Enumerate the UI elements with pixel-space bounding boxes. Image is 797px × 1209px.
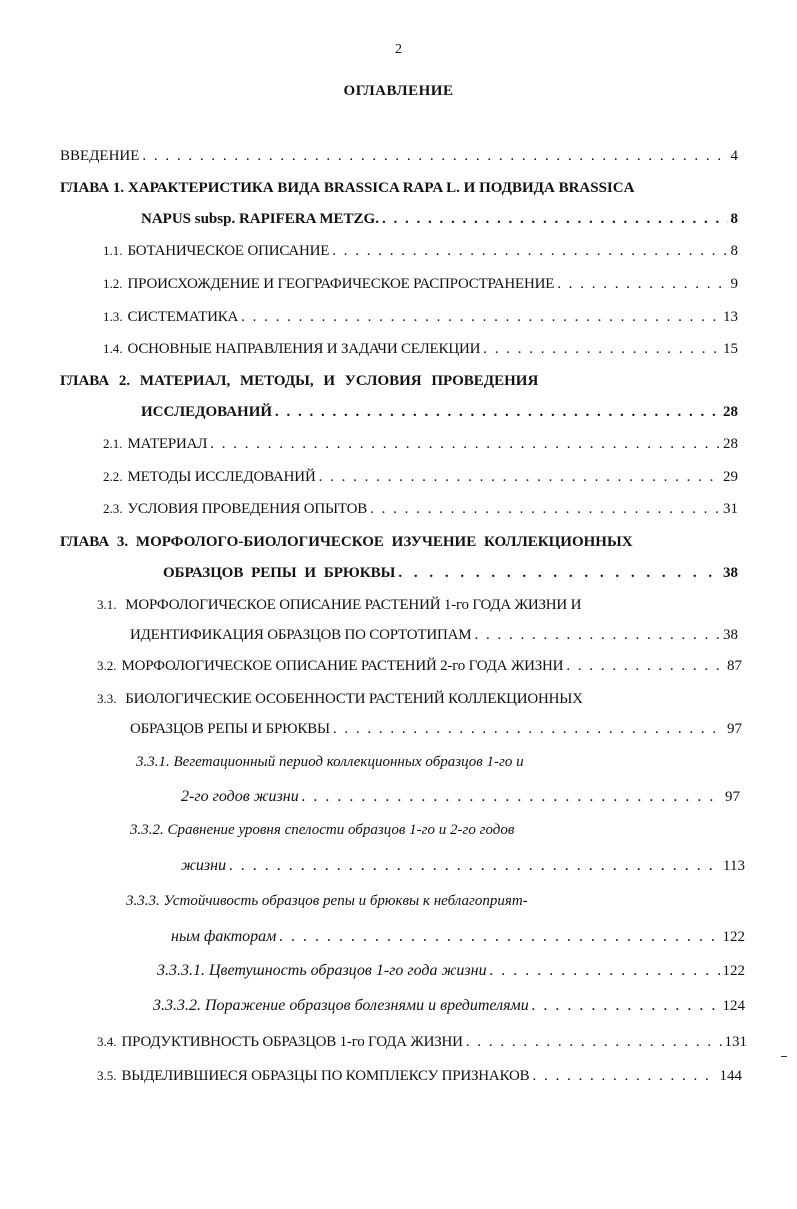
toc-section-1-1[interactable]	[103, 243, 738, 267]
dot-leader	[474, 627, 720, 644]
toc-chapter-1[interactable]	[141, 211, 738, 235]
entry-text: ОСНОВНЫЕ НАПРАВЛЕНИЯ И ЗАДАЧИ СЕЛЕКЦИИ	[127, 341, 481, 357]
margin-mark	[781, 1056, 787, 1057]
toc-chapter-3-line1[interactable]: ГЛАВА 3. МОРФОЛОГО-БИОЛОГИЧЕСКОЕ ИЗУЧЕНИЕ КОЛЛЕКЦИОННЫХ	[60, 534, 633, 550]
entry-page: 13	[723, 309, 738, 325]
entry-page: 28	[723, 404, 738, 420]
toc-section-3-4[interactable]	[97, 1034, 747, 1058]
dot-leader	[210, 436, 720, 453]
toc-subsection-3-3-2-line1[interactable]: 3.3.2. Сравнение уровня спелости образцов 1-го и 2-го годов	[130, 822, 515, 838]
dot-leader	[370, 501, 720, 518]
dot-leader	[490, 962, 720, 980]
entry-text: NAPUS subsp. RAPIFERA METZG.	[141, 211, 379, 227]
toc-section-1-4[interactable]	[103, 341, 738, 365]
entry-page: 29	[723, 469, 738, 485]
section-number: 3.2.	[97, 658, 117, 673]
entry-page: 38	[723, 565, 738, 581]
toc-section-2-1[interactable]	[103, 436, 738, 460]
entry-text: УСЛОВИЯ ПРОВЕДЕНИЯ ОПЫТОВ	[127, 501, 368, 517]
section-number: 3.5.	[97, 1068, 117, 1083]
toc-section-2-2[interactable]	[103, 469, 738, 493]
toc-chapter-1-line1[interactable]: ГЛАВА 1. ХАРАКТЕРИСТИКА ВИДА BRASSICA RAPA L. И ПОДВИДА BRASSICA	[60, 180, 635, 196]
toc-subsection-3-3-3[interactable]	[171, 928, 745, 952]
entry-text: БИОЛОГИЧЕСКИЕ ОСОБЕННОСТИ РАСТЕНИЙ КОЛЛЕКЦИОННЫХ	[125, 691, 583, 707]
dot-leader	[279, 928, 719, 946]
page-title: ОГЛАВЛЕНИЕ	[343, 83, 454, 99]
entry-page: 9	[730, 276, 738, 292]
entry-text: ным факторам	[171, 928, 277, 945]
section-number: 1.1.	[103, 243, 123, 258]
dot-leader	[229, 857, 720, 875]
toc-subsection-3-3-1[interactable]	[181, 788, 740, 812]
entry-text: СИСТЕМАТИКА	[127, 309, 239, 325]
toc-section-3-3[interactable]	[130, 721, 742, 745]
section-number: 1.3.	[103, 309, 123, 324]
dot-leader	[398, 565, 720, 582]
entry-text: жизни	[181, 857, 227, 874]
entry-page: 4	[730, 148, 738, 164]
page-number: 2	[395, 42, 402, 57]
toc-subsection-3-3-3-2[interactable]	[153, 997, 745, 1021]
toc-section-3-2[interactable]	[97, 658, 742, 682]
section-number: 3.3.	[97, 691, 117, 706]
toc-section-3-5[interactable]	[97, 1068, 742, 1092]
entry-page: 15	[723, 341, 738, 357]
dot-leader	[566, 658, 724, 675]
section-number: 2.2.	[103, 469, 123, 484]
dot-leader	[241, 309, 720, 326]
entry-page: 97	[727, 721, 742, 737]
entry-text: 3.3.3.2. Поражение образцов болезнями и вредителями	[153, 997, 529, 1014]
entry-page: 122	[722, 929, 745, 945]
section-number: 1.4.	[103, 341, 123, 356]
entry-text: 3.3.3.1. Цветушность образцов 1-го года жизни	[157, 962, 487, 979]
toc-section-3-1-line1[interactable]	[97, 597, 581, 614]
toc-chapter-2[interactable]	[141, 404, 738, 428]
toc-section-3-1[interactable]	[130, 627, 738, 651]
toc-entry-intro[interactable]	[60, 148, 738, 172]
entry-page: 8	[730, 211, 738, 227]
dot-leader	[319, 469, 720, 486]
dot-leader	[275, 404, 720, 421]
entry-page: 144	[719, 1068, 742, 1084]
entry-text: МОРФОЛОГИЧЕСКОЕ ОПИСАНИЕ РАСТЕНИЙ 1-го ГОДА ЖИЗНИ И	[125, 597, 582, 613]
section-number: 3.4.	[97, 1034, 117, 1049]
entry-page: 131	[724, 1034, 747, 1050]
entry-page: 113	[723, 858, 745, 874]
toc-subsection-3-3-3-line1[interactable]: 3.3.3. Устойчивость образцов репы и брюквы к неблагоприят-	[126, 893, 528, 909]
toc-section-1-2[interactable]	[103, 276, 738, 300]
toc-chapter-3[interactable]	[163, 565, 738, 589]
toc-subsection-3-3-2[interactable]	[181, 857, 745, 881]
dot-leader	[333, 721, 724, 738]
entry-text: ИДЕНТИФИКАЦИЯ ОБРАЗЦОВ ПО СОРТОТИПАМ	[130, 627, 472, 643]
dot-leader	[483, 341, 720, 358]
entry-page: 122	[722, 963, 745, 979]
entry-text: МАТЕРИАЛ	[127, 436, 208, 452]
toc-subsection-3-3-1-line1[interactable]: 3.3.1. Вегетационный период коллекционных образцов 1-го и	[136, 754, 524, 770]
entry-text: ВВЕДЕНИЕ	[60, 148, 140, 164]
entry-text: БОТАНИЧЕСКОЕ ОПИСАНИЕ	[127, 243, 330, 259]
entry-page: 8	[730, 243, 738, 259]
entry-text: ПРОДУКТИВНОСТЬ ОБРАЗЦОВ 1-го ГОДА ЖИЗНИ	[121, 1034, 463, 1050]
dot-leader	[532, 997, 720, 1015]
entry-text: ВЫДЕЛИВШИЕСЯ ОБРАЗЦЫ ПО КОМПЛЕКСУ ПРИЗНАКОВ	[121, 1068, 530, 1084]
dot-leader	[466, 1034, 722, 1051]
entry-text: МЕТОДЫ ИССЛЕДОВАНИЙ	[127, 469, 316, 485]
toc-section-3-3-line1[interactable]	[97, 691, 583, 708]
entry-page: 87	[727, 658, 742, 674]
entry-page: 28	[723, 436, 738, 452]
dot-leader	[332, 243, 727, 260]
dot-leader	[302, 788, 722, 806]
entry-page: 124	[722, 998, 745, 1014]
entry-text: МОРФОЛОГИЧЕСКОЕ ОПИСАНИЕ РАСТЕНИЙ 2-го ГОДА ЖИЗНИ	[121, 658, 564, 674]
entry-text: ОБРАЗЦОВ РЕПЫ И БРЮКВЫ	[130, 721, 330, 737]
toc-subsection-3-3-3-1[interactable]	[157, 962, 745, 986]
dot-leader	[557, 276, 727, 293]
toc-section-2-3[interactable]	[103, 501, 738, 525]
section-number: 2.1.	[103, 436, 123, 451]
section-number: 1.2.	[103, 276, 123, 291]
section-number: 2.3.	[103, 501, 123, 516]
entry-text: 2-го годов жизни	[181, 788, 299, 805]
toc-chapter-2-line1[interactable]: ГЛАВА 2. МАТЕРИАЛ, МЕТОДЫ, И УСЛОВИЯ ПРОВЕДЕНИЯ	[60, 373, 539, 389]
entry-text: ПРОИСХОЖДЕНИЕ И ГЕОГРАФИЧЕСКОЕ РАСПРОСТРАНЕНИЕ	[127, 276, 555, 292]
section-number: 3.1.	[97, 597, 117, 612]
entry-text: ИССЛЕДОВАНИЙ	[141, 404, 273, 420]
entry-text: ОБРАЗЦОВ РЕПЫ И БРЮКВЫ	[163, 565, 396, 581]
dot-leader	[532, 1068, 716, 1085]
dot-leader	[142, 148, 727, 165]
entry-page: 38	[723, 627, 738, 643]
entry-page: 31	[723, 501, 738, 517]
dot-leader	[382, 211, 728, 228]
toc-section-1-3[interactable]	[103, 309, 738, 333]
entry-page: 97	[725, 789, 740, 805]
